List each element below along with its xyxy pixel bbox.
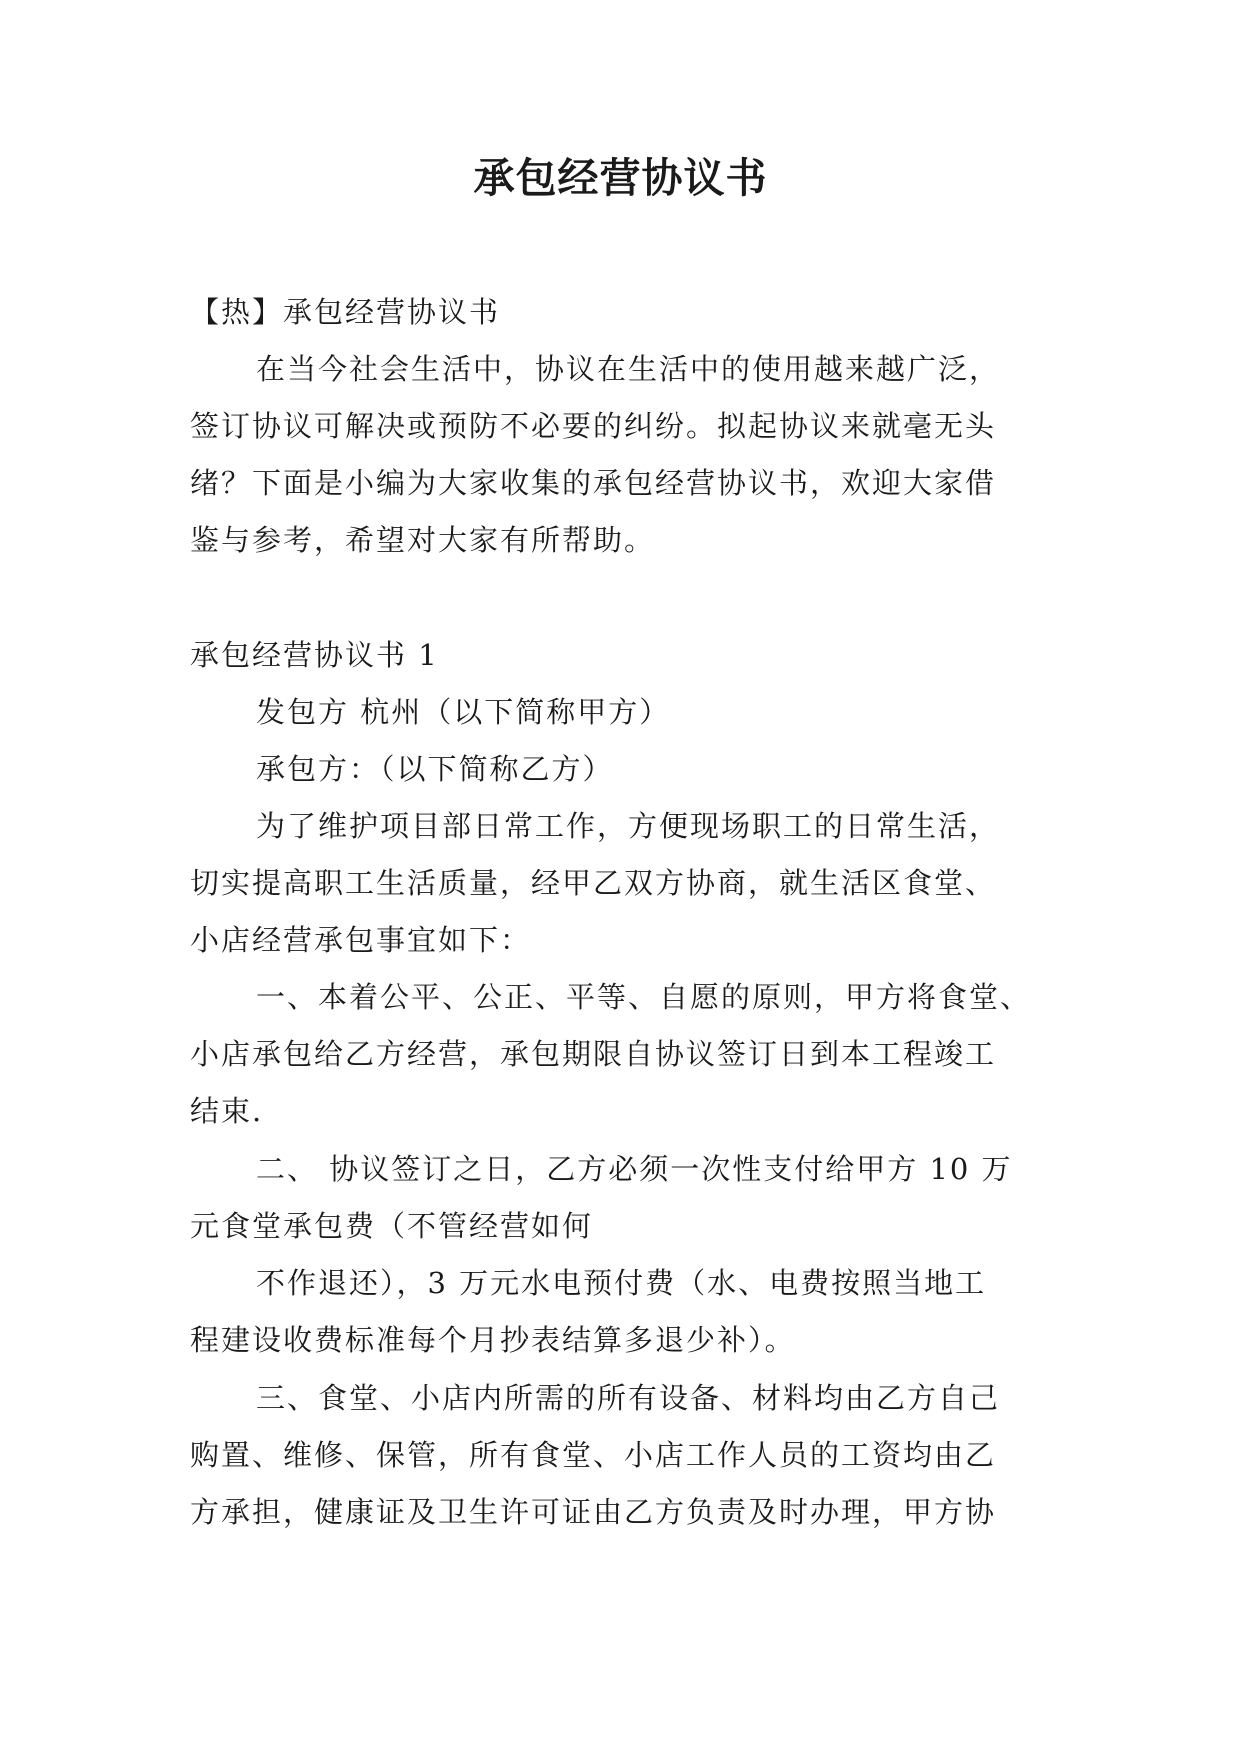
clause-line: 程建设收费标准每个月抄表结算多退少补）。 <box>190 1323 796 1357</box>
clause-line: 方承担，健康证及卫生许可证由乙方负责及时办理，甲方协 <box>190 1495 997 1529</box>
intro-line: 在当今社会生活中，协议在生活中的使用越来越广泛， <box>256 352 1001 386</box>
intro-line: 绪？下面是小编为大家收集的承包经营协议书，欢迎大家借 <box>190 466 997 500</box>
body-line: 切实提高职工生活质量，经甲乙双方协商，就生活区食堂、 <box>190 866 997 900</box>
section-heading: 承包经营协议书 1 <box>190 638 439 672</box>
body-line: 为了维护项目部日常工作，方便现场职工的日常生活， <box>256 809 1001 843</box>
intro-line: 鉴与参考，希望对大家有所帮助。 <box>190 523 656 557</box>
clause-line: 一、本着公平、公正、平等、自愿的原则，甲方将食堂、 <box>256 980 1032 1014</box>
subtitle-line: 【热】承包经营协议书 <box>190 295 501 329</box>
clause-line: 小店承包给乙方经营，承包期限自协议签订日到本工程竣工 <box>190 1037 997 1071</box>
clause-line: 购置、维修、保管，所有食堂、小店工作人员的工资均由乙 <box>190 1438 997 1472</box>
clause-line: 元食堂承包费（不管经营如何 <box>190 1209 594 1243</box>
party-line: 承包方：（以下简称乙方） <box>256 752 614 786</box>
clause-line: 结束. <box>190 1094 264 1128</box>
body-line: 小店经营承包事宜如下： <box>190 923 532 957</box>
clause-line: 不作退还），3 万元水电预付费（水、电费按照当地工 <box>256 1266 987 1300</box>
intro-line: 签订协议可解决或预防不必要的纠纷。拟起协议来就毫无头 <box>190 409 997 443</box>
clause-line: 二、 协议签订之日，乙方必须一次性支付给甲方 10 万 <box>256 1152 1013 1186</box>
party-line: 发包方 杭州（以下简称甲方） <box>256 695 671 729</box>
clause-line: 三、食堂、小店内所需的所有设备、材料均由乙方自己 <box>256 1381 1001 1415</box>
document-title: 承包经营协议书 <box>473 154 768 202</box>
